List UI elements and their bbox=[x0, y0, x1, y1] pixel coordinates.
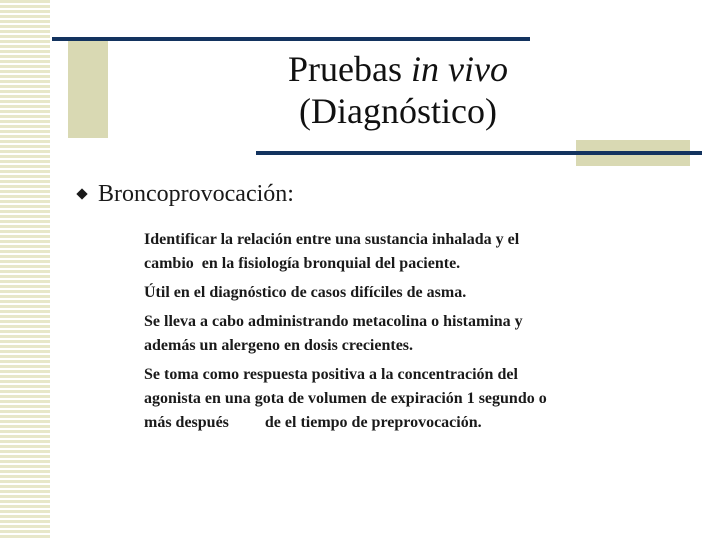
bullet-item bbox=[78, 180, 294, 208]
decorative-block-left bbox=[68, 38, 108, 138]
diamond-bullet-icon bbox=[76, 188, 87, 199]
text-line: Se toma como respuesta positiva a la concentración del bbox=[144, 366, 518, 383]
text-line: agonista en una gota de volumen de expiración 1 segundo o bbox=[144, 390, 547, 407]
text-line: Útil en el diagnóstico de casos difíciles de asma. bbox=[144, 284, 467, 301]
decorative-stripes bbox=[0, 0, 50, 540]
paragraph-4 bbox=[144, 363, 664, 435]
slide-title bbox=[248, 48, 548, 132]
title-rule-bottom bbox=[256, 151, 702, 155]
title-line1: Pruebas in vivo bbox=[288, 49, 508, 89]
paragraph-2 bbox=[144, 281, 664, 305]
title-italic: in vivo bbox=[411, 49, 508, 89]
paragraph-1 bbox=[144, 228, 664, 276]
text-line: cambio en la fisiología bronquial del paciente. bbox=[144, 255, 461, 272]
body-text bbox=[144, 228, 664, 440]
text-line: además un alergeno en dosis crecientes. bbox=[144, 337, 414, 354]
title-line2: (Diagnóstico) bbox=[299, 91, 497, 131]
text-line: Se lleva a cabo administrando metacolina o histamina y bbox=[144, 313, 523, 330]
paragraph-3 bbox=[144, 310, 664, 358]
title-rule-top bbox=[52, 37, 530, 41]
text-line: Identificar la relación entre una sustancia inhalada y el bbox=[144, 231, 520, 248]
text-line: más después de el tiempo de preprovocación. bbox=[144, 414, 482, 431]
bullet-text: Broncoprovocación: bbox=[98, 181, 294, 207]
